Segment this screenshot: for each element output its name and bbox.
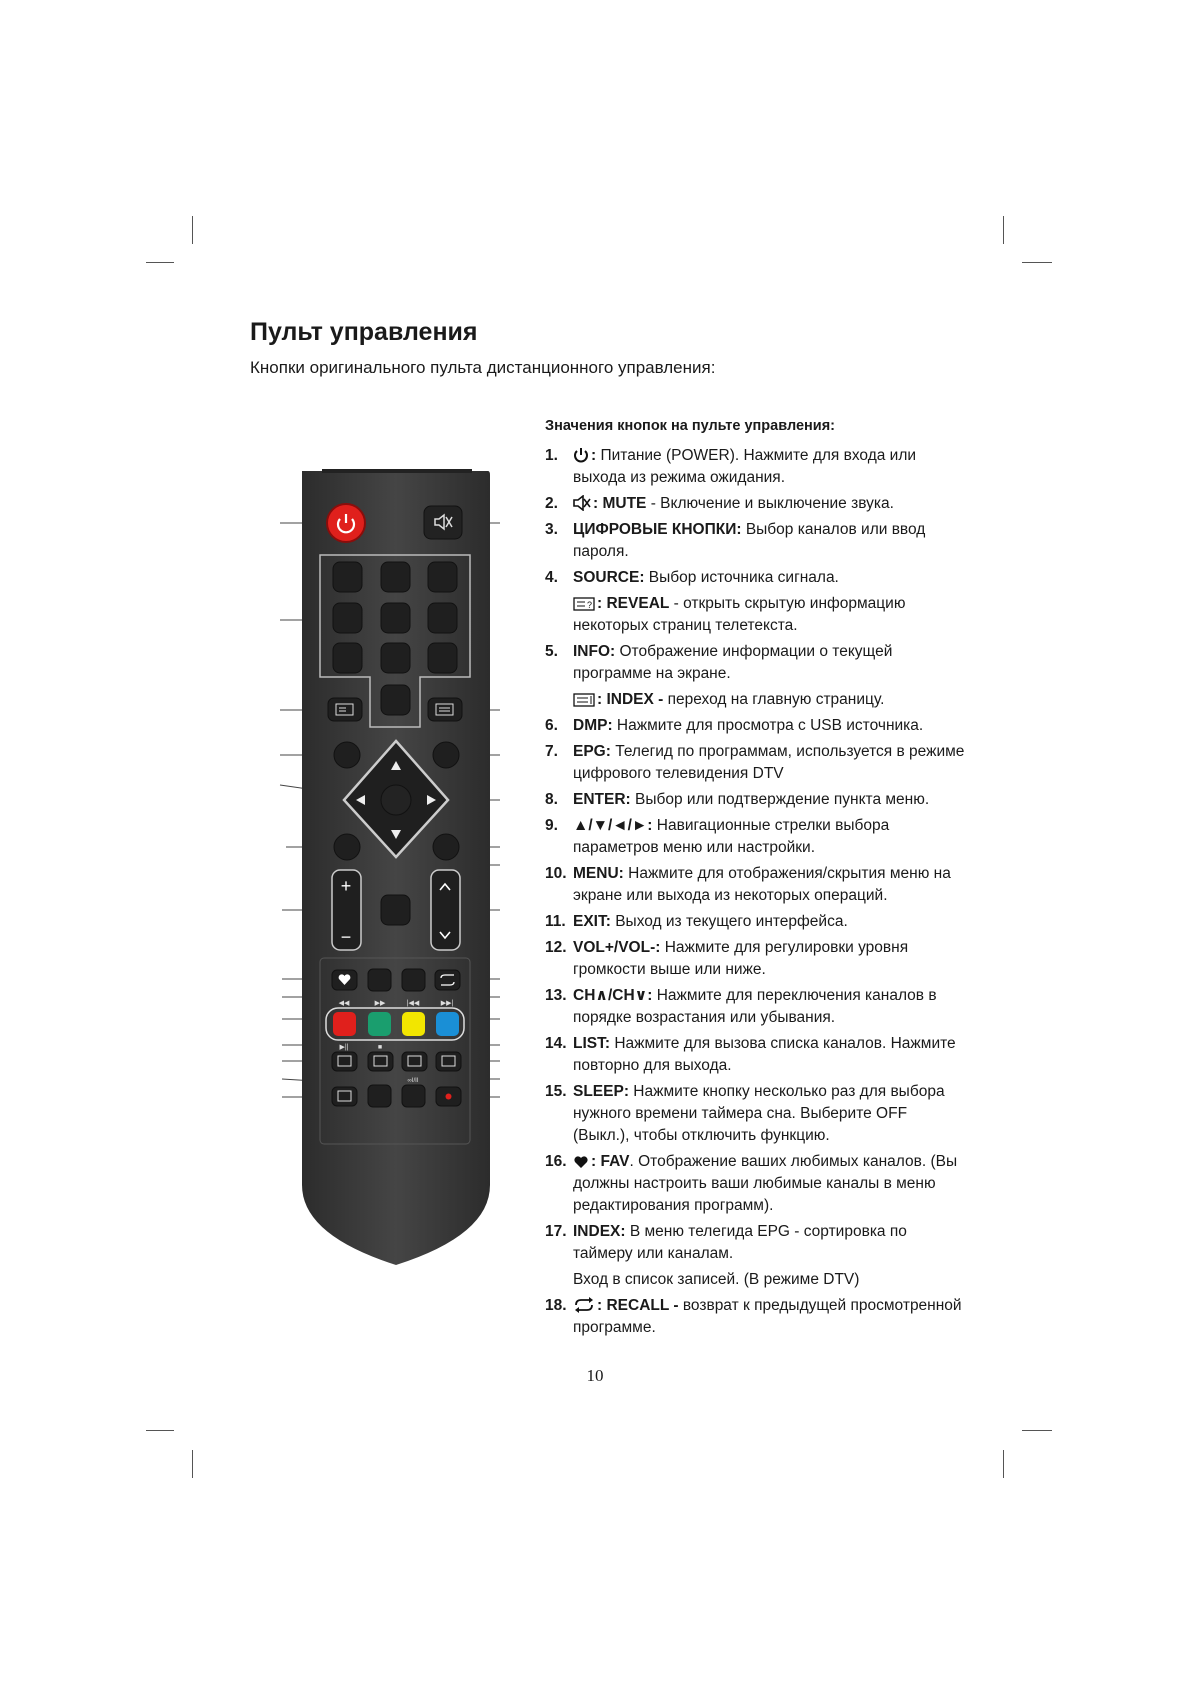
list-item: 2. : MUTE - Включение и выключение звука. [545,495,894,512]
digit-5-button[interactable] [381,603,410,633]
crop-mark [1022,262,1052,263]
list-button[interactable] [368,969,391,991]
recall-button[interactable] [435,970,460,990]
remote-control-illustration [270,465,510,1270]
blue-key[interactable] [436,1012,459,1036]
digit-6-button[interactable] [428,603,457,633]
digit-3-button[interactable] [428,562,457,592]
list-item: 11. EXIT: Выход из текущего интерфейса. [545,913,848,930]
mute-icon [573,495,591,511]
fast-forward-label: ▶▶ [374,1000,386,1007]
teletext-index-icon [573,693,595,707]
rewind-label: ◀◀ [338,1000,350,1007]
list-item: 12. VOL+/VOL-: Нажмите для регулировки уровня громкости выше или ниже. [545,939,909,978]
crop-mark [192,216,193,244]
crop-mark [1022,1430,1052,1431]
list-item: 10. MENU: Нажмите для отображения/скрытия меню на экране или выхода из некоторых операций. [545,865,951,904]
teletext-subpage-button[interactable] [402,1052,427,1071]
crop-mark [146,1430,174,1431]
audio-button[interactable] [368,1085,391,1107]
teletext-reveal-icon [573,597,595,611]
list-item: 18. : RECALL - возврат к предыдущей просмотренной программе. [545,1297,962,1336]
page-title: Пульт управления [250,318,478,346]
digit-1-button[interactable] [333,562,362,592]
list-item: 16. : FAV. Отображение ваших любимых каналов. (Вы должны настроить ваши любимые каналы в меню редактирования программ). [545,1153,958,1214]
next-label: ▶▶| [440,1000,454,1007]
digit-8-button[interactable] [381,643,410,673]
list-item: 7. EPG: Телегид по программам, используется в режиме цифрового телевидения DTV [545,743,965,782]
list-item: ? : REVEAL - открыть скрытую информацию некоторых страниц телетекста. [573,595,906,634]
teletext-hold-button[interactable] [368,1052,393,1071]
list-item: 6. DMP: Нажмите для просмотра с USB источника. [545,717,924,734]
dmp-button[interactable] [334,742,360,768]
crop-mark [192,1450,193,1478]
volume-plus-label: + [340,876,352,896]
list-item: 4. SOURCE: Выбор источника сигнала. [545,569,839,586]
digit-0-button[interactable] [381,685,410,715]
heart-icon [573,1155,589,1169]
mute-button[interactable] [424,506,462,539]
subtitle-button[interactable] [402,1085,425,1107]
list-item: 3. ЦИФРОВЫЕ КНОПКИ: Выбор каналов или ввод пароля. [545,521,926,560]
exit-button[interactable] [433,834,459,860]
teletext-size-button[interactable] [436,1052,461,1071]
list-item: 8. ENTER: Выбор или подтверждение пункта меню. [545,791,930,808]
list-item: 1. : Питание (POWER). Нажмите для входа или выхода из режима ожидания. [545,447,917,486]
list-item: Вход в список записей. (В режиме DTV) [573,1271,860,1288]
legend-heading: Значения кнопок на пульте управления: [545,418,835,434]
digit-2-button[interactable] [381,562,410,592]
list-item: 15. SLEEP: Нажмите кнопку несколько раз для выбора нужного времени таймера сна. Выберите OFF (Выкл.), чтобы отключить функцию. [545,1083,945,1144]
svg-text:?: ? [587,600,593,610]
power-icon [573,447,589,463]
ir-window [322,469,472,473]
list-item: 14. LIST: Нажмите для вызова списка каналов. Нажмите повторно для выхода. [545,1035,956,1074]
digit-9-button[interactable] [428,643,457,673]
red-key[interactable] [333,1012,356,1036]
crop-mark [146,262,174,263]
volume-minus-label: − [340,927,352,947]
digit-7-button[interactable] [333,643,362,673]
list-item: 13. CH∧/CH∨: Нажмите для переключения каналов в порядке возрастания или убывания. [545,987,937,1026]
recall-icon [573,1297,595,1313]
page-number: 10 [586,1366,604,1385]
list-item: : INDEX - переход на главную страницу. [545,689,965,711]
cancel-button[interactable] [332,1087,357,1106]
list-item: 17. INDEX: В меню телегида EPG - сортировка по таймеру или каналам. [545,1223,907,1262]
audio-mode-label: ∞I/II [407,1078,419,1084]
center-button[interactable] [381,895,410,925]
source-button[interactable] [328,698,362,721]
enter-button[interactable] [381,785,411,815]
yellow-key[interactable] [402,1012,425,1036]
sleep-button[interactable] [402,969,425,991]
menu-button[interactable] [334,834,360,860]
stop-label: ■ [377,1044,383,1051]
teletext-button[interactable] [332,1052,357,1071]
info-button[interactable] [428,698,462,721]
digit-4-button[interactable] [333,603,362,633]
epg-button[interactable] [433,742,459,768]
list-item: 5. INFO: Отображение информации о текущей программе на экране. [545,643,893,682]
play-pause-label: ▶|| [339,1044,349,1051]
button-legend [545,445,965,1343]
previous-label: |◀◀ [406,1000,420,1007]
crop-mark [1003,1450,1004,1478]
crop-mark [1003,216,1004,244]
page-subtitle: Кнопки оригинального пульта дистанционного управления: [250,358,716,377]
list-item: 9. ▲/▼/◄/►: Навигационные стрелки выбора параметров меню или настройки. [545,817,890,856]
record-dot-icon [446,1094,452,1100]
green-key[interactable] [368,1012,391,1036]
